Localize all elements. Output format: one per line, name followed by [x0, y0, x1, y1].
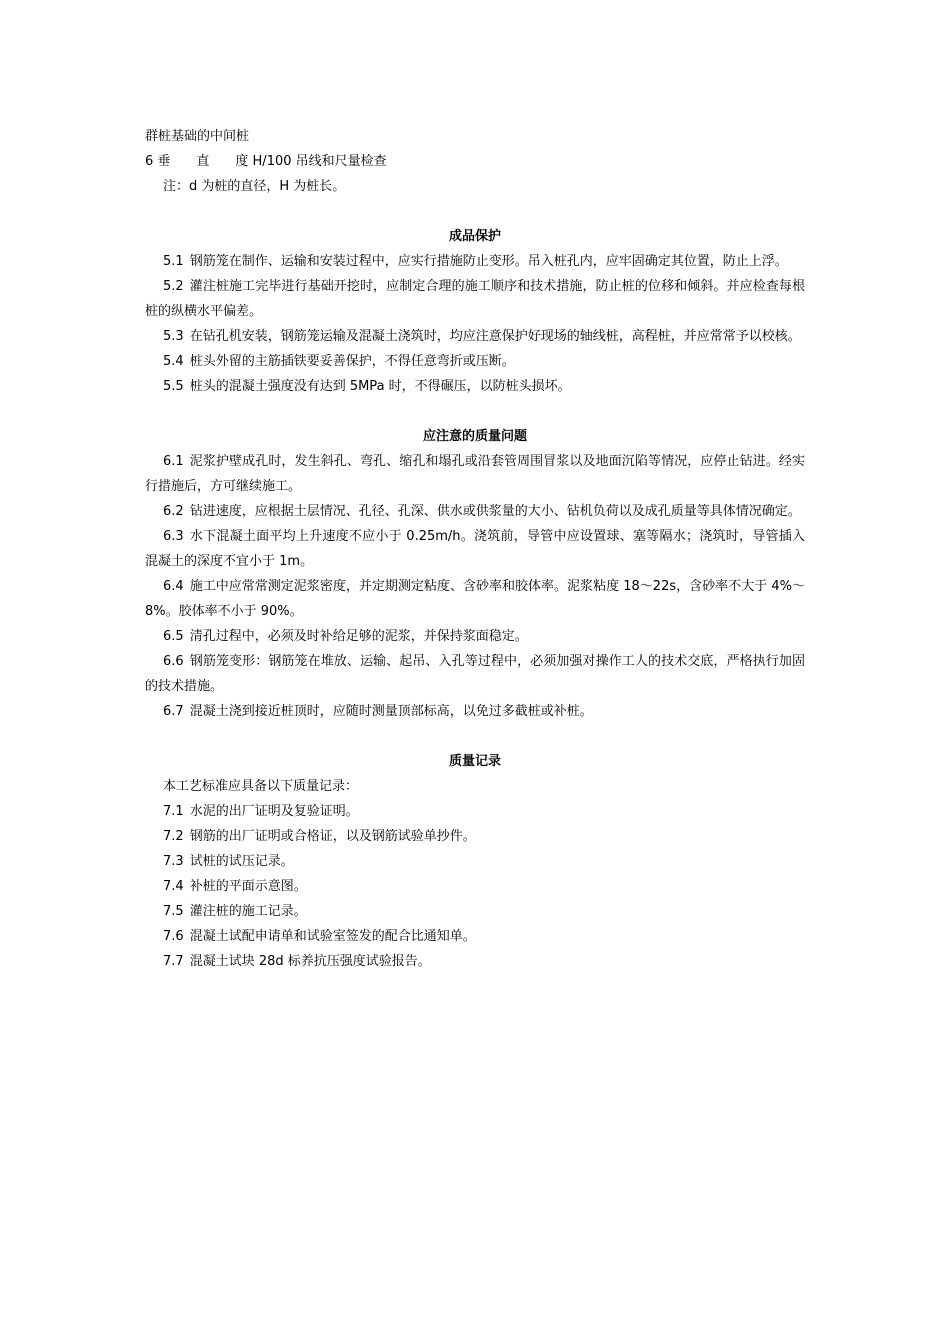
verticality-row: 6 垂 直 度 H/100 吊线和尺量检查: [145, 154, 387, 169]
clause-text: 补桩的平面示意图。: [189, 879, 307, 894]
clause-text: 钢筋笼在制作、运输和安装过程中，应实行措施防止变形。吊入桩孔内，应牢固确定其位置，防止上浮。: [189, 254, 788, 269]
clause-text: 钻进速度，应根据土层情况、孔径、孔深、供水或供浆量的大小、钻机负荷以及成孔质量等具体情况确定。: [189, 504, 801, 519]
clause-text: 桩头外留的主筋插铁要妥善保护，不得任意弯折或压断。: [189, 354, 515, 369]
table-tail-line: 群桩基础的中间桩: [145, 129, 250, 144]
clause-number: 6.1: [163, 454, 184, 469]
section-finished-product-protection: [145, 224, 805, 399]
clause-text: 钢筋的出厂证明或合格证，以及钢筋试验单抄件。: [189, 829, 476, 844]
clause-item: [145, 849, 805, 874]
section-quality-records: [145, 749, 805, 974]
clause-item: [145, 799, 805, 824]
table-note: 注：d 为桩的直径，H 为桩长。: [163, 179, 346, 194]
section-quality-issues: [145, 424, 805, 724]
clause-number: 7.2: [163, 829, 184, 844]
document-page: [145, 124, 805, 974]
clause-item: [145, 574, 805, 624]
clause-number: 7.5: [163, 904, 184, 919]
clause-number: 5.3: [163, 329, 184, 344]
clause-text: 试桩的试压记录。: [189, 854, 294, 869]
clause-text: 混凝土浇到接近桩顶时，应随时测量顶部标高，以免过多截桩或补桩。: [189, 704, 593, 719]
clause-item: [145, 324, 805, 349]
section-intro: 本工艺标准应具备以下质量记录：: [163, 779, 359, 794]
clause-number: 7.7: [163, 954, 184, 969]
clause-text: 灌注桩的施工记录。: [189, 904, 307, 919]
clause-text: 在钻孔机安装，钢筋笼运输及混凝土浇筑时，均应注意保护好现场的轴线桩，高程桩，并应常常予以校核。: [189, 329, 801, 344]
clause-item: [145, 899, 805, 924]
clause-item: [145, 649, 805, 699]
clause-text: 桩头的混凝土强度没有达到 5MPa 时，不得碾压，以防桩头损坏。: [189, 379, 571, 394]
clause-text: 钢筋笼变形：钢筋笼在堆放、运输、起吊、入孔等过程中，必须加强对操作工人的技术交底，严格执行加固的技术措施。: [145, 654, 805, 694]
clause-item: [145, 249, 805, 274]
clause-text: 混凝土试块 28d 标养抗压强度试验报告。: [189, 954, 431, 969]
clause-number: 6.6: [163, 654, 184, 669]
clause-number: 5.2: [163, 279, 184, 294]
clause-text: 水下混凝土面平均上升速度不应小于 0.25m/h。浇筑前，导管中应设置球、塞等隔水；浇筑时，导管插入混凝土的深度不宜小于 1m。: [145, 529, 805, 569]
section-title: 质量记录: [448, 754, 501, 769]
clause-number: 7.6: [163, 929, 184, 944]
clause-item: [145, 374, 805, 399]
clause-item: [145, 924, 805, 949]
clause-number: 7.1: [163, 804, 184, 819]
clause-number: 6.2: [163, 504, 184, 519]
clause-item: [145, 499, 805, 524]
clause-number: 5.1: [163, 254, 184, 269]
clause-number: 6.5: [163, 629, 184, 644]
clause-text: 泥浆护壁成孔时，发生斜孔、弯孔、缩孔和塌孔或沿套管周围冒浆以及地面沉陷等情况，应停止钻进。经实行措施后，方可继续施工。: [145, 454, 805, 494]
clause-number: 7.4: [163, 879, 184, 894]
clause-item: [145, 624, 805, 649]
clause-number: 5.5: [163, 379, 184, 394]
clause-item: [145, 274, 805, 324]
clause-item: [145, 524, 805, 574]
clause-item: [145, 349, 805, 374]
clause-number: 7.3: [163, 854, 184, 869]
clause-number: 5.4: [163, 354, 184, 369]
clause-item: [145, 949, 805, 974]
clause-text: 施工中应常常测定泥浆密度，并定期测定粘度、含砂率和胶体率。泥浆粘度 18～22s，含砂率不大于 4%～8%。胶体率不小于 90%。: [145, 579, 805, 619]
clause-text: 混凝土试配申请单和试验室签发的配合比通知单。: [189, 929, 476, 944]
clause-text: 水泥的出厂证明及复验证明。: [189, 804, 359, 819]
clause-number: 6.7: [163, 704, 184, 719]
section-title: 应注意的质量问题: [422, 429, 527, 444]
clause-text: 灌注桩施工完毕进行基础开挖时，应制定合理的施工顺序和技术措施，防止桩的位移和倾斜。并应检查每根桩的纵横水平偏差。: [145, 279, 805, 319]
clause-item: [145, 824, 805, 849]
clause-text: 清孔过程中，必须及时补给足够的泥浆，并保持浆面稳定。: [189, 629, 528, 644]
clause-number: 6.4: [163, 579, 184, 594]
clause-item: [145, 699, 805, 724]
clause-number: 6.3: [163, 529, 184, 544]
clause-item: [145, 449, 805, 499]
clause-item: [145, 874, 805, 899]
section-title: 成品保护: [448, 229, 501, 244]
